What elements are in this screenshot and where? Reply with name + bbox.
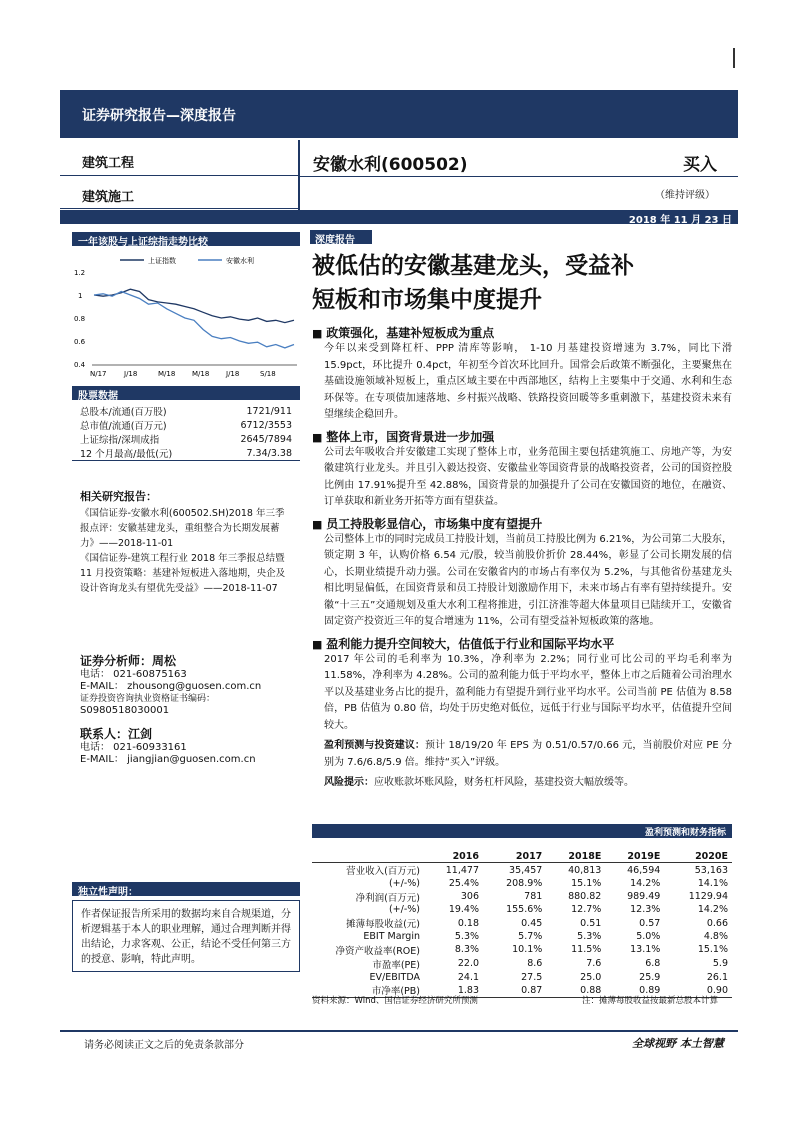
section-heading: ■ 整体上市，国资背景进一步加强	[312, 428, 732, 445]
analyst-title: 证券分析师：	[80, 654, 153, 668]
report-title	[312, 249, 742, 317]
title-line-1: 被低估的安徽基建龙头，受益补	[312, 253, 634, 279]
date-bar	[60, 210, 738, 224]
table-row: (+/-%) 19.4% 155.6% 12.7% 12.3% 14.2%	[388, 904, 728, 916]
report-tag: 深度报告	[310, 230, 372, 244]
table-row: 12 个月最高/最低(元) 7.34/3.38	[80, 447, 292, 460]
section-heading: ■ 盈利能力提升空间较大，估值低于行业和国际平均水平	[312, 635, 732, 652]
analyst-block	[80, 650, 290, 766]
table-row: 总市值/流通(百万元) 6712/3553	[80, 419, 292, 432]
analyst-name: 周松	[152, 654, 177, 668]
risk-text: 应收账款坏账风险，财务杠杆风险，基建投资大幅放缓等。	[374, 777, 634, 788]
fin-source: 资料来源：Wind、国信证券经济研究所预测	[312, 996, 478, 1006]
contact-heading	[80, 723, 290, 742]
analyst-cert: S0980518030001	[80, 705, 170, 716]
section-body: 公司整体上市的同时完成员工持股计划，当前员工持股比例为 6.21%，为公司第二大股东，锁定期 3 年，认购价格 6.54 元/股，较当前股价折价 28.44%，彰显了公司长期发展的信心，长期业绩提升动力强。公司在安徽省内的市场占有率仅为 5.2%，与其他省份基建龙头相比明显偏低，在国资背景和员工持股计划激励作用下，未来市场占有率有望持续提升。安徽“十三五”交通规划及重大水利工程将推进，引江济淮等超大体量项目已陆续开工，安徽省固定资产投资近三年的复合增速为 11%，公司有望受益补短板政策的落地。	[324, 533, 732, 627]
rating: 买入	[683, 155, 717, 175]
risk-paragraph	[312, 775, 732, 792]
stock-chart-caption: 一年该股与上证综指走势比较	[72, 232, 300, 246]
table-row: (+/-%) 25.4% 208.9% 15.1% 14.2% 14.1%	[388, 877, 728, 889]
rating-note: （维持评级）	[655, 190, 715, 201]
industry-box	[60, 140, 300, 210]
analyst-phone: 电话： 021-60875163	[80, 669, 187, 680]
report-type: 证券研究报告—深度报告	[82, 108, 236, 124]
footer-right: 全球视野 本土智慧	[632, 1037, 724, 1050]
table-row: 营业收入(百万元) 11,477 35,457 40,813 46,594 53,163	[346, 864, 728, 878]
contact-phone: 电话： 021-60933161	[80, 742, 187, 753]
disclaimer-text: 作者保证报告所采用的数据均来自合规渠道，分析逻辑基于本人的职业理解，通过合理判断并得出结论，力求客观、公正，结论不受任何第三方的授意、影响，特此声明。	[81, 909, 291, 965]
forecast-text: 预计 18/19/20 年 EPS 为 0.51/0.57/0.66 元，当前股价对应 PE 分别为 7.6/6.8/5.9 倍。维持“买入”评级。	[324, 740, 733, 768]
section-heading: ■ 政策强化，基建补短板成为重点	[312, 324, 732, 341]
contact-title: 联系人：	[80, 727, 129, 741]
related-item[interactable]: 《国信证券-建筑工程行业 2018 年三季报总结暨 11 月投资策略：基建补短板进入落地期，央企及设计咨询龙头有望优先受益》——2018-11-07	[80, 553, 286, 594]
top-marker-line	[733, 48, 735, 68]
related-item[interactable]: 《国信证券-安徽水利(600502.SH)2018 年三季报点评：安徽基建龙头，重组整合为长期发展蓄力》——2018-11-01	[80, 508, 285, 549]
analyst-heading	[80, 650, 290, 669]
fin-table-caption: 盈利预测和财务指标	[312, 824, 732, 838]
y-tick: 0.6	[74, 338, 86, 346]
stock-chart	[72, 250, 300, 380]
related-title: 相关研究报告：	[80, 490, 157, 503]
forecast-label: 盈利预测与投资建议：	[324, 740, 426, 751]
x-tick: N/17	[90, 370, 107, 378]
section-body: 今年以来受到降杠杆、PPP 清库等影响， 1-10 月基建投资增速为 3.7%，同比下滑 15.9pct，环比提升 0.4pct，年初至今首次环比回升。国常会后政策不断强化，主要聚焦在基础设施领域补短板上，重点区域主要在中西部地区，结构上主要集中于交通、水利和生态环保等。在专项债加速落地、乡村振兴战略、铁路投资回暖等多重刺激下，基建投资未来有望继续企稳回升。	[324, 343, 732, 420]
y-tick: 1	[78, 292, 83, 300]
y-tick: 0.4	[74, 361, 86, 369]
table-row: 市净率(PB) 1.83 0.87 0.88 0.89 0.90	[312, 983, 732, 998]
report-type-bar	[60, 90, 738, 138]
table-row: 净资产收益率(ROE) 8.3% 10.1% 11.5% 13.1% 15.1%	[335, 944, 728, 957]
disclaimer-box	[72, 900, 300, 972]
report-date: 2018 年 11 月 23 日	[628, 215, 732, 226]
contact-email[interactable]: E-MAIL： jiangjian@guosen.com.cn	[80, 754, 256, 765]
section	[312, 428, 732, 511]
table-row: EBIT Margin 5.3% 5.7% 5.3% 5.0% 4.8%	[363, 931, 728, 943]
table-row: 摊薄每股收益(元) 0.18 0.45 0.51 0.57 0.66	[346, 917, 728, 931]
fin-note: 注：摊薄每股收益按最新总股本计算	[582, 996, 719, 1006]
risk-label: 风险提示：	[324, 777, 374, 788]
industry-divider	[60, 175, 300, 176]
stock-data-bottom-line	[72, 460, 300, 461]
related-reports	[80, 488, 290, 596]
analyst-email[interactable]: E-MAIL： zhousong@guosen.com.cn	[80, 681, 262, 692]
sections	[312, 324, 732, 792]
industry-primary: 建筑工程	[82, 156, 135, 171]
footer-left: 请务必阅读正文之后的免责条款部分	[84, 1040, 244, 1051]
fin-table	[312, 850, 732, 998]
x-tick: S/18	[260, 370, 276, 378]
industry-secondary: 建筑施工	[82, 190, 135, 205]
stock-data-table	[78, 404, 294, 460]
table-header-row: 2016 2017 2018E 2019E 2020E	[312, 850, 732, 863]
table-row: EV/EBITDA 24.1 27.5 25.0 25.9 26.1	[369, 971, 728, 983]
table-row: 总股本/流通(百万股) 1721/911	[80, 405, 292, 418]
forecast-paragraph	[312, 738, 732, 771]
company-name: 安徽水利(600502)	[313, 155, 468, 175]
legend-stock-label: 安徽水利	[226, 257, 254, 265]
title-line-2: 短板和市场集中度提升	[312, 287, 542, 313]
section-body: 2017 年公司的毛利率为 10.3%，净利率为 2.2%；同行业可比公司的平均毛利率为 11.58%，净利率为 4.28%。公司的盈利能力低于平均水平，整体上市之后随着公司治理水平以及基建业务占比的提升，盈利能力有望提升到行业平均水平。公司当前 PE 估值为 8.58 倍，PB 估值为 0.80 倍，均处于历史绝对低位，远低于行业与国际平均水平，估值提升空间较大。	[324, 653, 732, 731]
analyst-cert-label: 证券投资咨询执业资格证书编码：	[80, 694, 216, 704]
section	[312, 324, 732, 424]
series-line-index	[94, 289, 294, 322]
section-heading: ■ 员工持股彰显信心，市场集中度有望提升	[312, 515, 732, 532]
header-left-line	[60, 208, 300, 209]
section-body: 公司去年吸收合并安徽建工实现了整体上市，业务范围主要包括建筑施工、房地产等，为安徽建筑行业龙头。并且引入毅达投资、安徽盐业等国资背景的战略投资者，公司的国资控股比例由 17.91%提升至 42.88%，国资背景的加强提升了公司在安徽国资的地位，在融资、订单获取和新业务开拓等方面有望获益。	[324, 446, 732, 507]
x-tick: M/18	[192, 370, 210, 378]
disclaimer-caption: 独立性声明：	[72, 882, 300, 896]
stock-data-caption: 股票数据	[72, 386, 300, 400]
x-tick: J/18	[226, 370, 240, 378]
section	[312, 515, 732, 631]
section	[312, 635, 732, 735]
table-row: 上证综指/深圳成指 2645/7894	[80, 433, 292, 446]
table-row: 净利润(百万元) 306 781 880.82 989.49 1129.94	[355, 891, 728, 904]
contact-name: 江剑	[128, 727, 153, 741]
table-row: 市盈率(PE) 22.0 8.6 7.6 6.8 5.9	[372, 958, 728, 971]
footer-line	[60, 1030, 738, 1032]
y-tick: 1.2	[74, 269, 86, 277]
y-tick: 0.8	[74, 315, 86, 323]
industry-vline	[298, 140, 300, 210]
x-tick: M/18	[158, 370, 176, 378]
legend-index-label: 上证指数	[148, 257, 176, 265]
header-mid-line	[300, 176, 738, 177]
x-tick: J/18	[124, 370, 138, 378]
